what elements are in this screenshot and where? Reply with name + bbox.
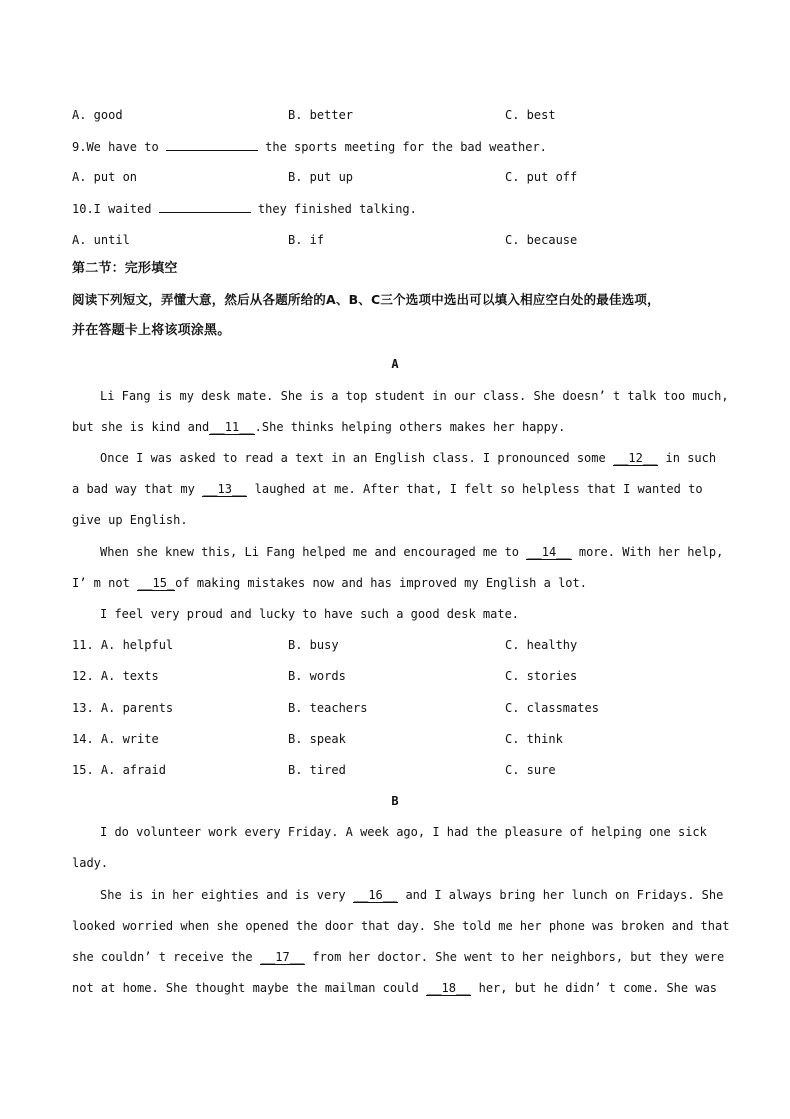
q10-blank — [159, 198, 251, 213]
text-segment: and I always bring her lunch on Fridays. She — [398, 888, 724, 902]
blank-number: 13 — [217, 482, 232, 496]
q9-option-c: C. put off — [505, 170, 578, 184]
text-segment: from her doctor. She went to her neighbors, but they were — [305, 950, 725, 964]
text-segment: she couldn’ t receive the — [72, 950, 260, 964]
blank-number: 14 — [541, 545, 557, 559]
section-instruction-line-1: 阅读下列短文，弄懂大意，然后从各题所给的A、B、C三个选项中选出可以填入相应空白处的最佳选项， — [72, 292, 660, 307]
q14-option-c: C. think — [505, 732, 563, 746]
passage-b-line-3 — [100, 885, 723, 905]
text-segment: her, but he didn’ t come. She was — [471, 981, 718, 995]
section-instruction-line-2: 并在答题卡上将该项涂黑。 — [72, 323, 231, 338]
text-segment: I’ m not — [72, 576, 138, 590]
passage-a-line-2 — [72, 417, 565, 437]
blank-number: 11 — [224, 420, 240, 434]
text-segment: more. With her help, — [571, 545, 724, 559]
q13-option-c: C. classmates — [505, 701, 599, 715]
passage-a-line-1: Li Fang is my desk mate. She is a top student in our class. She doesn’ t talk too much, — [100, 389, 729, 403]
blank-15: __15_ — [138, 576, 175, 590]
blank-14: __14__ — [527, 545, 571, 559]
q11-option-b: B. busy — [288, 638, 339, 652]
blank-number: 12 — [628, 451, 643, 465]
text-segment: Once I was asked to read a text in an English class. I pronounced some — [100, 451, 613, 465]
blank-13: __13__ — [203, 482, 247, 496]
text-segment: in such — [658, 451, 717, 465]
blank-number: 15 — [152, 576, 167, 590]
question-9 — [72, 136, 547, 156]
q9-text-after: the sports meeting for the bad weather. — [257, 140, 547, 154]
passage-b-line-1: I do volunteer work every Friday. A week ago, I had the pleasure of helping one sick — [100, 825, 707, 839]
question-10 — [72, 198, 417, 218]
q10-option-b: B. if — [288, 233, 325, 247]
q10-option-a: A. until — [72, 233, 130, 247]
q10-option-c: C. because — [505, 233, 578, 247]
q8-option-b: B. better — [288, 108, 354, 122]
q11-option-a: 11. A. helpful — [72, 638, 174, 652]
text-segment: When she knew this, Li Fang helped me and encouraged me to — [100, 545, 527, 559]
q15-option-b: B. tired — [288, 763, 346, 777]
blank-11: __11__ — [210, 420, 254, 434]
q10-text-before: 10.I waited — [72, 202, 159, 216]
blank-number: 17 — [275, 950, 290, 964]
q10-text-after: they finished talking. — [250, 202, 417, 216]
passage-a-line-8: I feel very proud and lucky to have such a good desk mate. — [100, 607, 520, 621]
passage-b-line-6 — [72, 978, 717, 998]
blank-number: 18 — [441, 981, 456, 995]
text-segment: a bad way that my — [72, 482, 203, 496]
blank-number: 16 — [368, 888, 383, 902]
q13-option-b: B. teachers — [288, 701, 368, 715]
q14-option-b: B. speak — [288, 732, 346, 746]
q8-option-c: C. best — [505, 108, 556, 122]
passage-a-line-7 — [72, 573, 587, 593]
passage-a-line-5: give up English. — [72, 513, 188, 527]
text-segment: laughed at me. After that, I felt so helpless that I wanted to — [247, 482, 703, 496]
blank-16: __16__ — [353, 888, 398, 902]
blank-12: __12__ — [613, 451, 658, 465]
q12-option-a: 12. A. texts — [72, 669, 159, 683]
q9-blank — [166, 136, 258, 151]
q8-option-a: A. good — [72, 108, 123, 122]
q11-option-c: C. healthy — [505, 638, 578, 652]
q9-option-a: A. put on — [72, 170, 138, 184]
passage-a-heading: A — [391, 357, 399, 371]
passage-a-line-3 — [100, 448, 716, 468]
q12-option-b: B. words — [288, 669, 346, 683]
text-segment: not at home. She thought maybe the mailman could — [72, 981, 427, 995]
passage-b-line-2: lady. — [72, 856, 109, 870]
passage-b-line-5 — [72, 947, 724, 967]
passage-a-line-4 — [72, 479, 703, 499]
text-segment: but she is kind and — [72, 420, 210, 434]
q14-option-a: 14. A. write — [72, 732, 159, 746]
q13-option-a: 13. A. parents — [72, 701, 174, 715]
passage-b-heading: B — [391, 794, 399, 808]
text-segment: .She thinks helping others makes her happy. — [254, 420, 566, 434]
passage-b-line-4: looked worried when she opened the door that day. She told me her phone was broken and that — [72, 919, 730, 933]
q9-text-before: 9.We have to — [72, 140, 166, 154]
blank-18: __18__ — [427, 981, 471, 995]
text-segment: of making mistakes now and has improved my English a lot. — [175, 576, 587, 590]
q12-option-c: C. stories — [505, 669, 578, 683]
passage-a-line-6 — [100, 542, 723, 562]
section-title: 第二节：完形填空 — [72, 261, 178, 276]
q9-option-b: B. put up — [288, 170, 354, 184]
q15-option-a: 15. A. afraid — [72, 763, 166, 777]
q15-option-c: C. sure — [505, 763, 556, 777]
blank-17: __17__ — [260, 950, 305, 964]
text-segment: She is in her eighties and is very — [100, 888, 353, 902]
